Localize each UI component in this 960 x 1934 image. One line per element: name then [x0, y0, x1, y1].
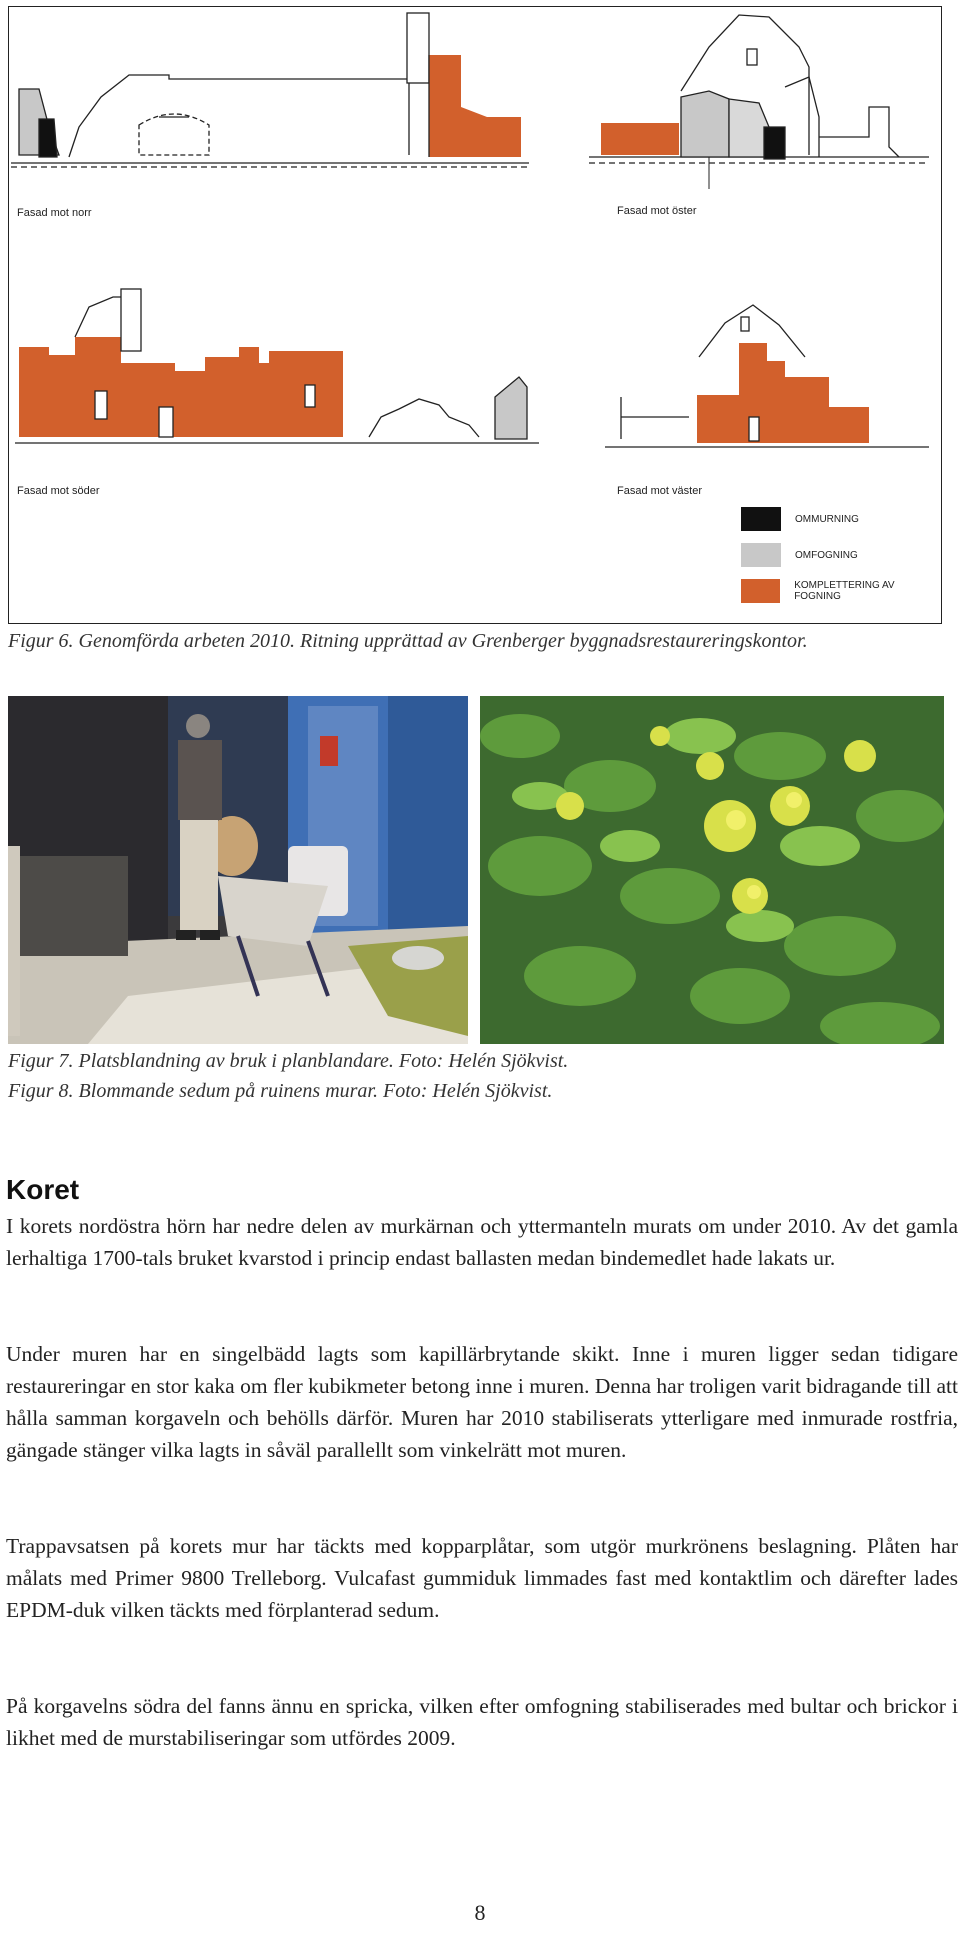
page-number: 8 [474, 1900, 486, 1925]
legend-item-ommurning [741, 507, 859, 531]
legend-item-omfogning [741, 543, 858, 567]
figure-6-drawing [8, 6, 942, 624]
legend-swatch [741, 579, 780, 603]
paragraph-1: I korets nordöstra hörn har nedre delen av murkärnan och yttermanteln murats om under 2010. Av det gamla lerhaltiga 1700-tals bruket kvarstod i princip endast ballasten medan bindemedlet hade lakats ur. [6, 1214, 958, 1270]
figure-7-caption: Figur 7. Platsblandning av bruk i planblandare. Foto: Helén Sjökvist. [8, 1050, 569, 1072]
facade-west-drawing [605, 305, 929, 447]
facade-label-south: Fasad mot söder [17, 485, 100, 497]
photo-sedum [480, 696, 944, 1044]
facade-label-west: Fasad mot väster [617, 485, 702, 497]
figure-6-caption: Figur 6. Genomförda arbeten 2010. Ritning upprättad av Grenberger byggnadsrestaureringskontor. [8, 630, 808, 652]
legend-swatch [741, 543, 781, 567]
figure-7-photo [8, 696, 468, 1044]
paragraph-2: Under muren har en singelbädd lagts som kapillärbrytande skikt. Inne i muren ligger sedan tidigare restaureringar en stor kaka om fler kubikmeter betong inne i muren. Denna har troligen varit bidragande till att hålla samman korgaveln och behölls därför. Muren har 2010 stabiliserats ytterligare med inmurade rostfria, gängade stänger vilka lagts in såväl parallellt som vinkelrätt mot muren. [6, 1342, 958, 1462]
legend-item-komplettering [741, 579, 941, 603]
facade-south-drawing [15, 289, 539, 443]
paragraph-3: Trappavsatsen på korets mur har täckts med kopparplåtar, som utgör murkrönens beslagning. Plåten har målats med Primer 9800 Trelleborg. Vulcafast gummiduk limmades fast med kontaktlim och därefter lades EPDM-duk vilken täckts med förplanterad sedum. [6, 1534, 958, 1622]
section-heading: Koret [6, 1174, 80, 1205]
legend-label: OMMURNING [795, 513, 859, 525]
paragraph-4: På korgavelns södra del fanns ännu en spricka, vilken efter omfogning stabiliserades med bultar och brickor i likhet med de murstabiliseringar som utfördes 2009. [6, 1694, 958, 1750]
figure-8-caption: Figur 8. Blommande sedum på ruinens murar. Foto: Helén Sjökvist. [8, 1080, 553, 1102]
photo-mortar-mixing [8, 696, 468, 1044]
legend-label: KOMPLETTERING AV FOGNING [794, 580, 895, 602]
figure-8-photo [480, 696, 944, 1044]
legend-swatch [741, 507, 781, 531]
facade-label-north: Fasad mot norr [17, 207, 92, 219]
facade-label-east: Fasad mot öster [617, 205, 697, 217]
facade-east-drawing [589, 15, 929, 163]
facade-north-drawing [11, 13, 529, 167]
legend-label: OMFOGNING [795, 549, 858, 561]
